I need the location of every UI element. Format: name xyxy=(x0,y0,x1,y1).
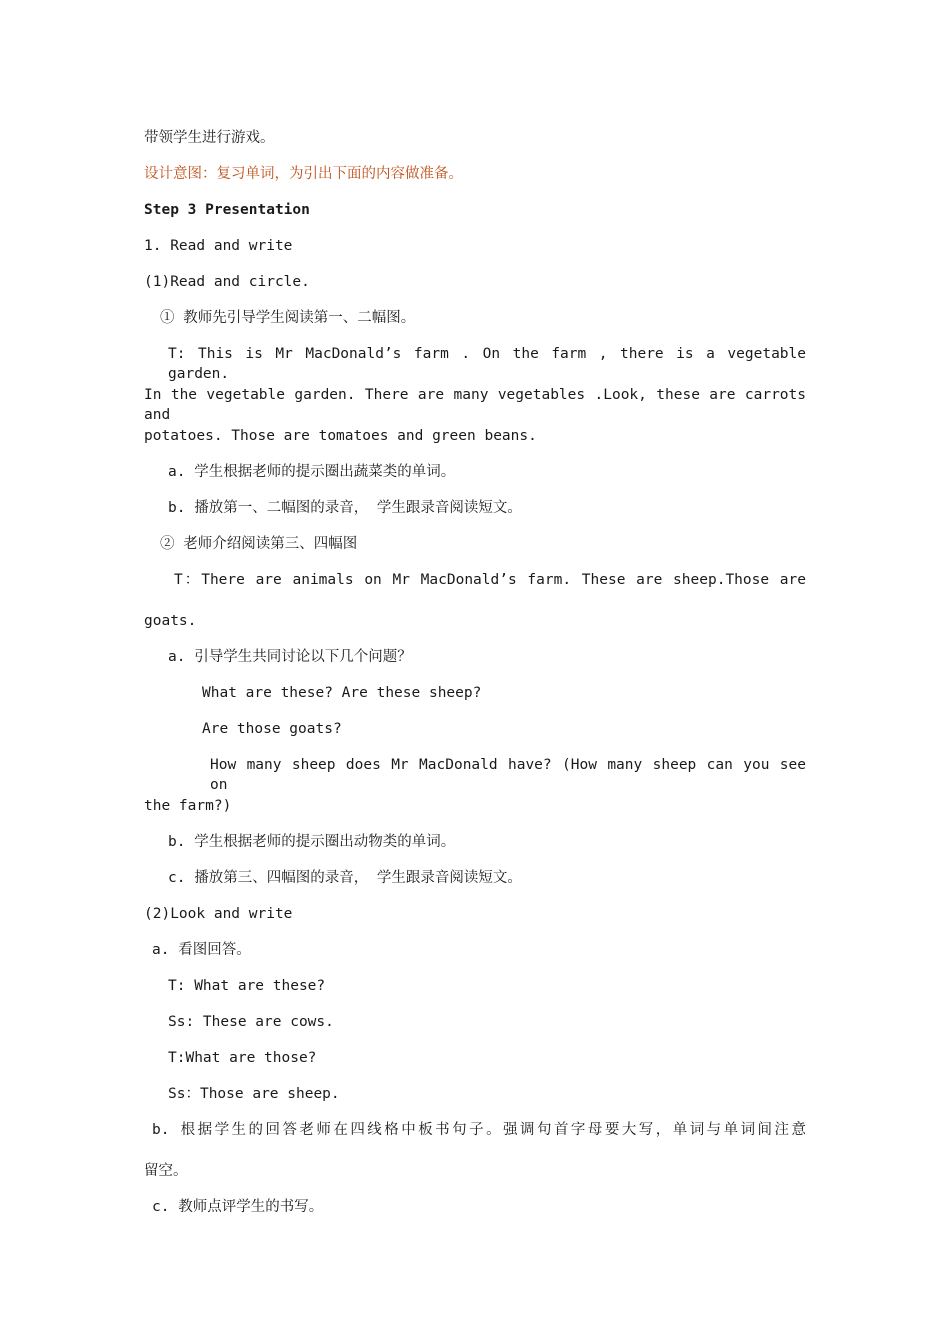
teacher-dialogue-line: T：There are animals on Mr MacDonald’s farm. These are sheep.Those are xyxy=(174,572,806,588)
list-item-a: a. 学生根据老师的提示圈出蔬菜类的单词。 xyxy=(168,464,456,480)
step-item-1: ① 教师先引导学生阅读第一、二幅图。 xyxy=(160,310,416,326)
subheading-read-circle: (1)Read and circle. xyxy=(144,274,310,290)
dialogue-line: T:What are those? xyxy=(168,1050,317,1066)
question-line: the farm?) xyxy=(144,798,232,814)
list-item-a: a. 看图回答。 xyxy=(152,942,251,958)
section-heading-step3: Step 3 Presentation xyxy=(144,202,310,218)
list-item-b: b. 学生根据老师的提示圈出动物类的单词。 xyxy=(168,834,456,850)
step-item-2: ② 老师介绍阅读第三、四幅图 xyxy=(160,536,358,552)
list-item-c: c. 播放第三、四幅图的录音， 学生跟录音阅读短文。 xyxy=(168,870,522,886)
list-item-b-continued: 留空。 xyxy=(144,1163,188,1179)
dialogue-line: Ss: These are cows. xyxy=(168,1014,334,1030)
subheading-look-write: (2)Look and write xyxy=(144,906,293,922)
teacher-dialogue-line: In the vegetable garden. There are many vegetables .Look, these are carrots and xyxy=(144,387,806,423)
dialogue-line: T: What are these? xyxy=(168,978,326,994)
teacher-dialogue-line: potatoes. Those are tomatoes and green beans. xyxy=(144,428,537,444)
question-line: What are these? Are these sheep? xyxy=(202,685,482,701)
question-line: Are those goats? xyxy=(202,721,342,737)
list-item-a: a. 引导学生共同讨论以下几个问题？ xyxy=(168,649,412,665)
teacher-dialogue-line: goats. xyxy=(144,613,197,629)
list-item-b: b. 根据学生的回答老师在四线格中板书句子。强调句首字母要大写，单词与单词间注意 xyxy=(152,1122,806,1138)
subheading-read-write: 1. Read and write xyxy=(144,238,293,254)
list-item-c: c. 教师点评学生的书写。 xyxy=(152,1199,324,1215)
text-line-game: 带领学生进行游戏。 xyxy=(144,130,275,146)
list-item-b: b. 播放第一、二幅图的录音， 学生跟录音阅读短文。 xyxy=(168,500,522,516)
teacher-dialogue-line: T: This is Mr MacDonald’s farm . On the farm , there is a vegetable garden. xyxy=(168,346,806,382)
design-intent-note: 设计意图：复习单词，为引出下面的内容做准备。 xyxy=(144,166,463,182)
question-line: How many sheep does Mr MacDonald have? (How many sheep can you see on xyxy=(210,757,806,793)
dialogue-line: Ss：Those are sheep. xyxy=(168,1086,340,1102)
